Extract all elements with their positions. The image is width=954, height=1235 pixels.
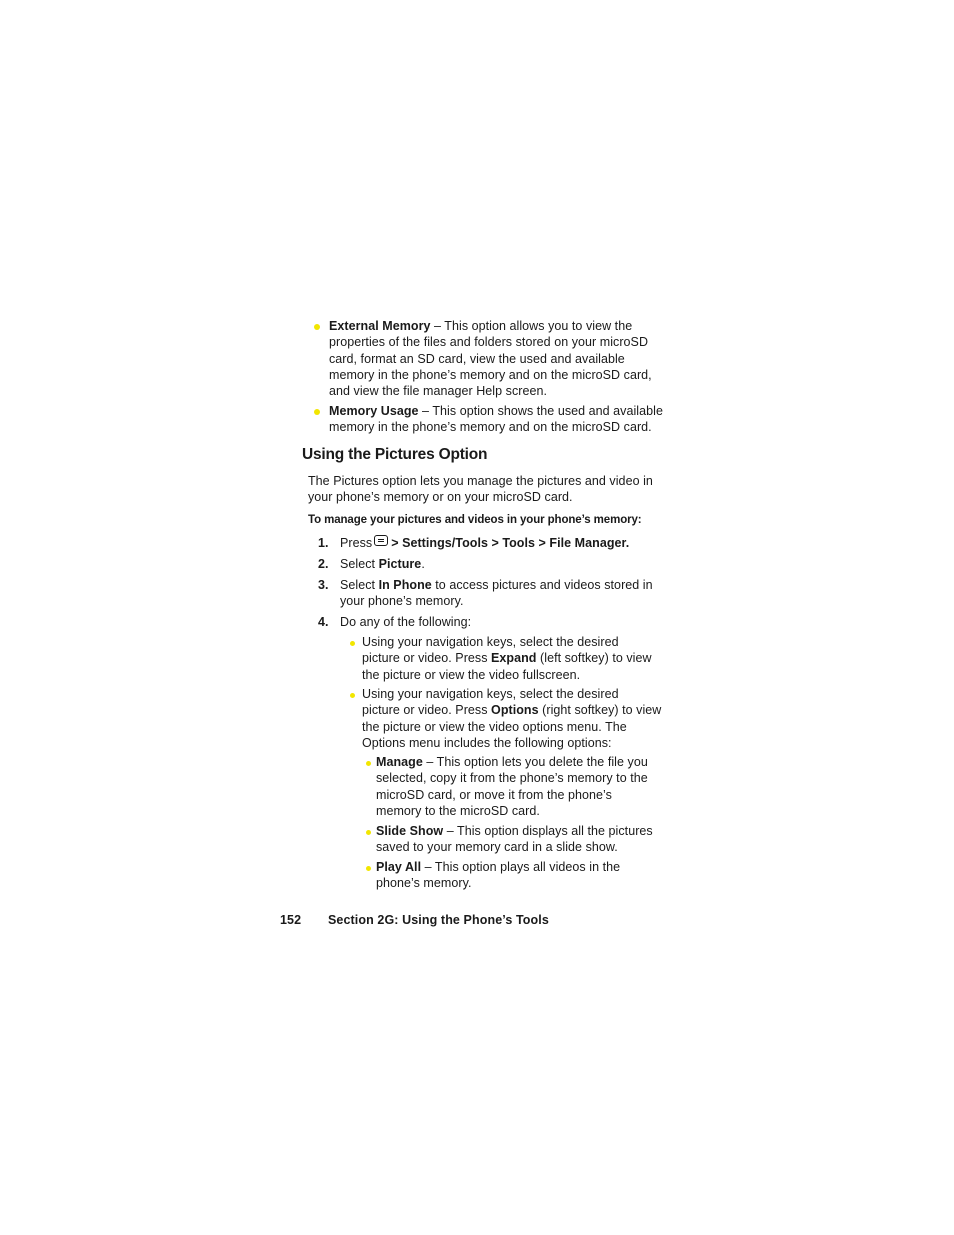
- bullet-memory-usage: Memory Usage – This option shows the used and available memory in the phone’s memory and on the microSD card.: [329, 404, 663, 435]
- sub-bullet-options: Using your navigation keys, select the desired picture or video. Press Options (right softkey) to view the picture or view the video options menu. The Options menu includes the following options:: [362, 687, 662, 750]
- option-play-all: Play All – This option plays all videos in the phone’s memory.: [376, 860, 621, 891]
- bullet-icon: [314, 324, 320, 330]
- option-slide-show: Slide Show – This option displays all the pictures saved to your memory card in a slide show.: [376, 824, 653, 855]
- bullet-icon: [366, 761, 371, 766]
- section-title: Section 2G: Using the Phone’s Tools: [328, 913, 549, 927]
- bullet-icon: [350, 641, 355, 646]
- option-manage: Manage – This option lets you delete the file you selected, copy it from the phone’s memory to the microSD card, or move it from the phone’s memory to the microSD card.: [376, 755, 648, 818]
- bullet-icon: [350, 693, 355, 698]
- bullet-external-memory: External Memory – This option allows you to view the properties of the files and folders stored on your microSD card, format an SD card, view the used and available memory in the phone’s memory and on the microSD card, and view the file manager Help screen.: [329, 319, 652, 399]
- term-memory-usage: Memory Usage: [329, 404, 419, 418]
- procedure-subheading: To manage your pictures and videos in your phone’s memory:: [308, 514, 642, 526]
- sub-bullet-expand: Using your navigation keys, select the desired picture or video. Press Expand (left softkey) to view the picture or view the video fullscreen.: [362, 635, 652, 682]
- bullet-icon: [314, 409, 320, 415]
- page-number: 152: [280, 913, 302, 927]
- step-1: Press > Settings/Tools > Tools > File Manager.: [340, 536, 630, 550]
- step-2: Select Picture.: [340, 557, 425, 571]
- step-4: Do any of the following:: [340, 615, 472, 629]
- step-number: 1.: [318, 536, 329, 550]
- step-number: 2.: [318, 557, 329, 571]
- step-number: 3.: [318, 578, 329, 592]
- step-3: Select In Phone to access pictures and videos stored in your phone’s memory.: [340, 578, 653, 609]
- section-heading: Using the Pictures Option: [302, 446, 488, 463]
- bullet-icon: [366, 830, 371, 835]
- step-number: 4.: [318, 615, 329, 629]
- bullet-icon: [366, 866, 371, 871]
- term-external-memory: External Memory: [329, 319, 431, 333]
- section-intro: The Pictures option lets you manage the pictures and video in your phone’s memory or on your microSD card.: [308, 474, 653, 505]
- menu-key-icon: [374, 535, 388, 546]
